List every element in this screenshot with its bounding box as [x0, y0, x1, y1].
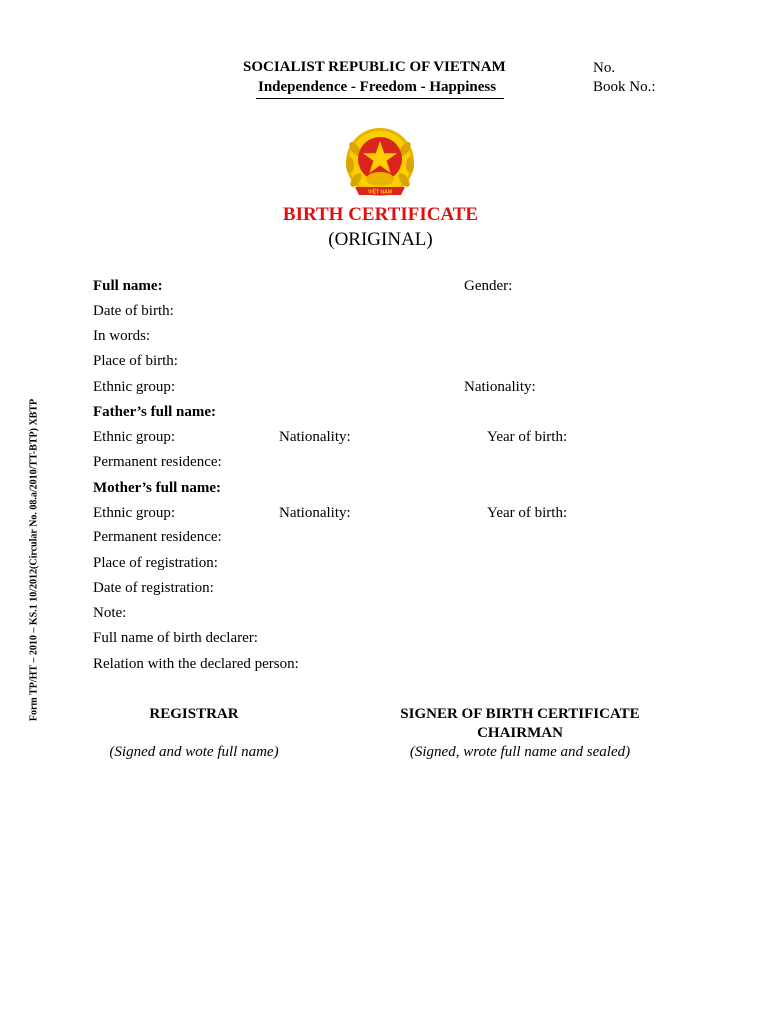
certificate-number-label: No.	[593, 60, 616, 76]
registrar-title: REGISTRAR	[149, 706, 239, 722]
registrar-signature-note: (Signed and wote full name)	[109, 744, 279, 760]
father-ethnic-group-label: Ethnic group:	[93, 429, 176, 445]
country-name: SOCIALIST REPUBLIC OF VIETNAM	[243, 59, 506, 75]
vietnam-national-emblem-icon	[341, 127, 419, 202]
national-motto: Independence - Freedom - Happiness	[258, 79, 497, 95]
full-name-label: Full name:	[93, 278, 163, 294]
gender-label: Gender:	[464, 278, 513, 294]
relation-label: Relation with the declared person:	[93, 656, 299, 672]
signer-signature-note: (Signed, wrote full name and sealed)	[409, 744, 631, 760]
in-words-label: In words:	[93, 328, 151, 344]
father-year-of-birth-label: Year of birth:	[487, 429, 568, 445]
book-number-label: Book No.:	[593, 79, 656, 95]
father-permanent-residence-label: Permanent residence:	[93, 454, 222, 470]
signer-title-chairman: CHAIRMAN	[477, 725, 563, 741]
ethnic-group-label: Ethnic group:	[93, 379, 176, 395]
motto-underline	[256, 98, 504, 99]
date-of-registration-label: Date of registration:	[93, 580, 214, 596]
father-nationality-label: Nationality:	[279, 429, 351, 445]
place-of-birth-label: Place of birth:	[93, 353, 178, 369]
mother-full-name-label: Mother’s full name:	[93, 480, 222, 496]
document-subtitle: (ORIGINAL)	[328, 229, 433, 250]
mother-year-of-birth-label: Year of birth:	[487, 505, 568, 521]
mother-permanent-residence-label: Permanent residence:	[93, 529, 222, 545]
date-of-birth-label: Date of birth:	[93, 303, 174, 319]
place-of-registration-label: Place of registration:	[93, 555, 218, 571]
nationality-label: Nationality:	[464, 379, 536, 395]
mother-ethnic-group-label: Ethnic group:	[93, 505, 176, 521]
note-label: Note:	[93, 605, 127, 621]
father-full-name-label: Father’s full name:	[93, 404, 217, 420]
form-reference-side-text: Form TP/HT – 2010 – KS.1 10/2012(Circular No. 08.a/2010/TT-BTP) XBTP	[28, 398, 40, 722]
mother-nationality-label: Nationality:	[279, 505, 351, 521]
document-title: BIRTH CERTIFICATE	[282, 204, 479, 225]
signer-title: SIGNER OF BIRTH CERTIFICATE	[400, 706, 640, 722]
emblem-ribbon-text: VIỆT NAM	[368, 189, 392, 196]
birth-declarer-name-label: Full name of birth declarer:	[93, 630, 258, 646]
